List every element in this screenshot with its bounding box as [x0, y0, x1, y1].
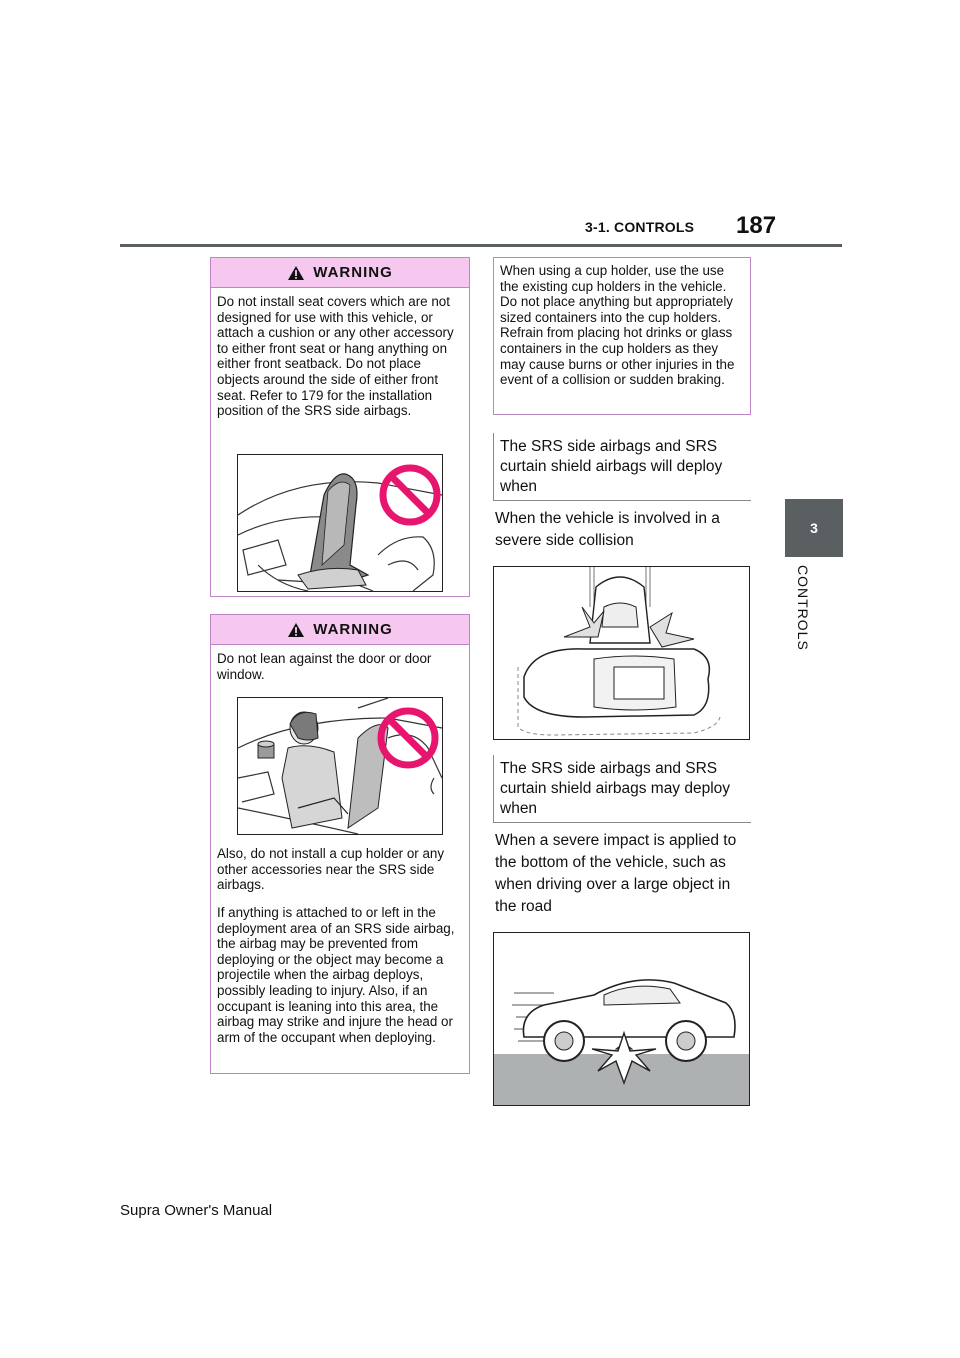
warning-triangle-icon — [287, 265, 305, 281]
warning-header — [211, 615, 469, 645]
warning-title: WARNING — [313, 621, 393, 638]
section-body: When a severe impact is applied to the bottom of the vehicle, such as when driving over a large object in the road — [495, 832, 737, 915]
warning-text: Also, do not install a cup holder or any other accessories near the SRS side airbags. — [217, 846, 445, 893]
warning-box-door-lean — [210, 614, 470, 1074]
section-heading: The SRS side airbags and SRS curtain shield airbags will deploy when — [493, 433, 751, 501]
section-body: When the vehicle is involved in a severe side collision — [495, 510, 720, 549]
header-rule — [120, 244, 842, 247]
section-heading: The SRS side airbags and SRS curtain shield airbags may deploy when — [493, 755, 751, 823]
section-title: 3-1. CONTROLS — [585, 219, 695, 235]
warning-text: Do not install seat covers which are not designed for use with this vehicle, or attach a cushion or any other accessory to either front seat or hang anything on either front seatback. Do not place objects around the side of either front seat. Refer to 179 for the installation position of the SRS side airbags. — [217, 294, 454, 419]
warning-box-seat-covers — [210, 257, 470, 597]
cupholder-warning-box — [493, 257, 751, 415]
page-number: 187 — [736, 212, 777, 239]
prohibited-icon — [383, 468, 437, 522]
chapter-number: 3 — [810, 520, 818, 536]
chapter-label: CONTROLS — [795, 565, 811, 651]
cupholder-text: When using a cup holder, use the use the existing cup holders in the vehicle. Do not place anything but appropriately sized containers into the cup holders. Refrain from placing hot drinks or glass containers in the cup holders as they may cause burns or other injuries in the event of a collision or sudden braking. — [500, 263, 735, 388]
warning-triangle-icon — [287, 622, 305, 638]
underbody-impact-illustration — [493, 932, 750, 1106]
warning-text: If anything is attached to or left in the deployment area of an SRS side airbag, the airbag may be prevented from deploying or the object may become a projectile when the airbag deploys, possibly leading to injury. Also, if an occupant is leaning into this area, the airbag may strike and injure the head or arm of the occupant when deploying. — [217, 905, 455, 1045]
chapter-tab — [785, 499, 843, 557]
warning-text: Do not lean against the door or door window. — [217, 651, 432, 682]
door-lean-illustration — [237, 697, 443, 835]
footer-manual-title: Supra Owner's Manual — [120, 1202, 273, 1219]
side-collision-illustration — [493, 566, 750, 740]
warning-header — [211, 258, 469, 288]
warning-title: WARNING — [313, 264, 393, 281]
seat-cover-illustration — [237, 454, 443, 592]
